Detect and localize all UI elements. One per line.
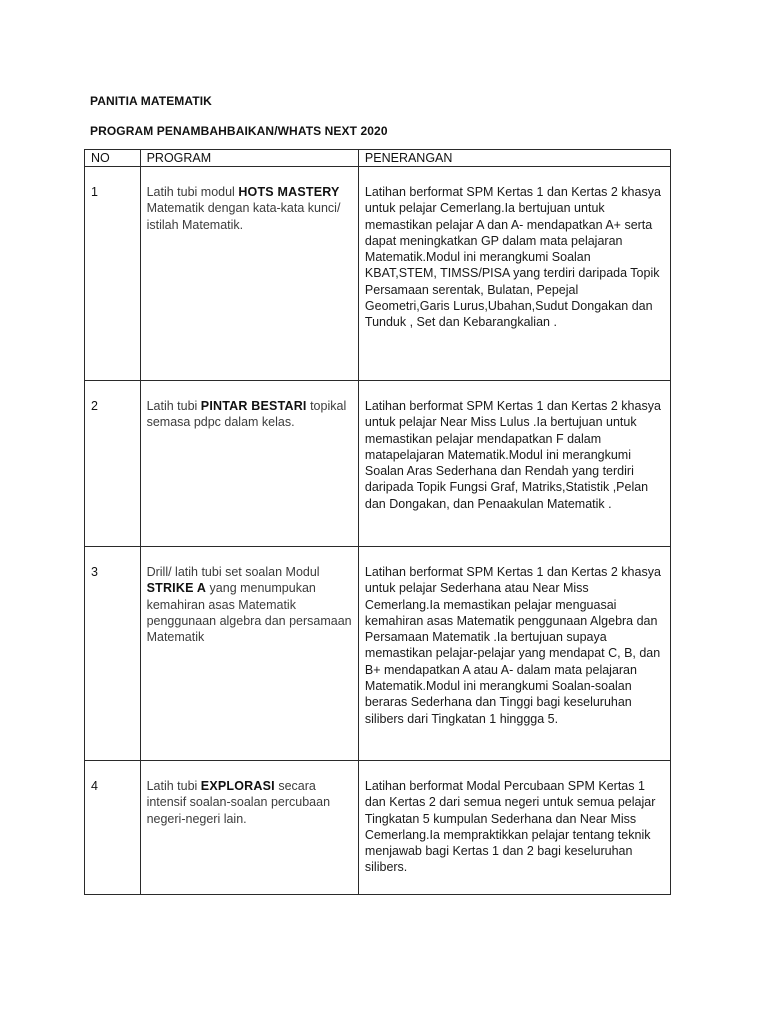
- table-row: [85, 761, 671, 895]
- row-number: 1: [85, 167, 141, 381]
- document-title: PANITIA MATEMATIK: [90, 94, 212, 108]
- header-program: PROGRAM: [140, 150, 358, 167]
- table-row: [85, 167, 671, 381]
- program-text-prefix: Latih tubi modul: [146, 185, 239, 199]
- row-number: 3: [85, 547, 141, 761]
- program-text-suffix: Matematik dengan kata-kata kunci/ istilah Matematik.: [146, 201, 341, 232]
- program-name: STRIKE A: [146, 581, 207, 596]
- table-header-row: [85, 150, 671, 167]
- program-cell: [140, 381, 358, 547]
- row-number: 2: [85, 381, 141, 547]
- description-cell: Latihan berformat Modal Percubaan SPM Kertas 1 dan Kertas 2 dari semua negeri untuk semua pelajar Tingkatan 5 kumpulan Sederhana dan Near Miss Cemerlang.Ia mempraktikkan pelajar tentang teknik menjawab bagi Kertas 1 dan 2 bagi keseluruhan silibers.: [358, 761, 670, 895]
- header-description: PENERANGAN: [358, 150, 670, 167]
- program-text-prefix: Latih tubi: [146, 779, 201, 793]
- header-no: NO: [85, 150, 141, 167]
- description-cell: Latihan berformat SPM Kertas 1 dan Kertas 2 khasya untuk pelajar Sederhana atau Near Miss Cemerlang.Ia memastikan pelajar menguasai kemahiran asas Matematik penggunaan Algebra dan Persamaan Matematik .Ia bertujuan supaya memastikan pelajar-pelajar yang mendapat C, B, dan B+ mendapatkan A atau A- dalam mata pelajaran Matematik.Modul ini merangkumi Soalan-soalan beraras Sederhana dan Tinggi bagi keseluruhan silibers dari Tingkatan 1 hinggga 5.: [358, 547, 670, 761]
- program-name: EXPLORASI: [200, 779, 275, 793]
- document-subtitle: PROGRAM PENAMBAHBAIKAN/WHATS NEXT 2020: [90, 124, 388, 138]
- program-table: [84, 149, 671, 895]
- program-cell: [140, 761, 358, 895]
- program-text-suffix: topikal semasa pdpc dalam kelas.: [146, 399, 347, 430]
- program-text-prefix: Drill/ latih tubi set soalan Modul: [146, 565, 320, 579]
- program-cell: [140, 547, 358, 761]
- program-name: PINTAR BESTARI: [200, 399, 307, 413]
- table-row: [85, 381, 671, 547]
- program-cell: [140, 167, 358, 381]
- program-text-prefix: Latih tubi: [146, 399, 201, 413]
- program-text-suffix: secara intensif soalan-soalan percubaan negeri-negeri lain.: [146, 779, 331, 826]
- description-cell: Latihan berformat SPM Kertas 1 dan Kertas 2 khasya untuk pelajar Near Miss Lulus .Ia bertujuan untuk memastikan pelajar mendapatkan F dalam matapelajaran Matematik.Modul ini merangkumi Soalan Aras Sederhana dan Rendah yang terdiri daripada Topik Fungsi Graf, Matriks,Statistik ,Pelan dan Dongakan, dan Penaakulan Matematik .: [358, 381, 670, 547]
- program-name: HOTS MASTERY: [238, 185, 340, 199]
- table-row: [85, 547, 671, 761]
- program-text-suffix: yang menumpukan kemahiran asas Matematik penggunaan algebra dan persamaan Matematik: [146, 581, 352, 645]
- row-number: 4: [85, 761, 141, 895]
- description-cell: Latihan berformat SPM Kertas 1 dan Kertas 2 khasya untuk pelajar Cemerlang.Ia bertujuan untuk memastikan pelajar A dan A- mendapatkan A+ serta dapat meningkatkan GP dalam mata pelajaran Matematik.Modul ini merangkumi Soalan KBAT,STEM, TIMSS/PISA yang terdiri daripada Topik Persamaan serentak, Bulatan, Pepejal Geometri,Garis Lurus,Ubahan,Sudut Dongakan dan Tunduk , Set dan Kebarangkalian .: [358, 167, 670, 381]
